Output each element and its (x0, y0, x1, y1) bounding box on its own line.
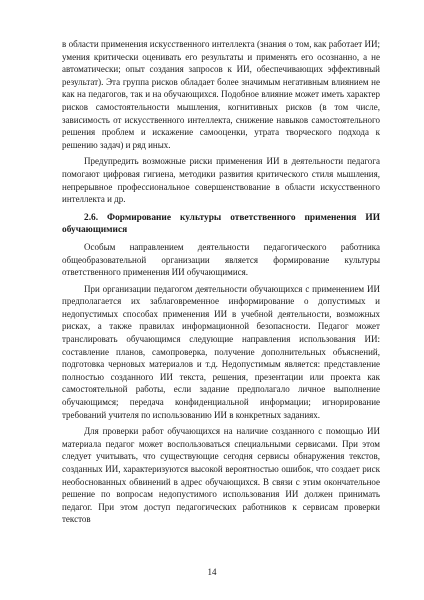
page-number: 14 (207, 567, 217, 577)
paragraph-continued: в области применения искусственного интеллекта (знания о том, как работает ИИ; умения критически оценивать его результаты и применять его осознанно, а не автоматически; опыт создания запросов к ИИ, обеспечивающих эффективный результат). Эта группа рисков обладает более значимым негативным влиянием не как на педагогов, так и на обучающихся. Подобное влияние может иметь характер рисков самостоятельности мышления, когнитивных рисков (в том числе, зависимость от искусственного интеллекта, снижение навыков самостоятельного решения проблем и искажение самооценки, утрата творческого подхода к решению задач) и ряд иных. (62, 39, 380, 150)
paragraph-risk-prevention: Предупредить возможные риски применения ИИ в деятельности педагога помогают цифровая гигиена, методики развития критического стиля мышления, непрерывное профессиональное совершенствование в области искусственного интеллекта и др. (62, 156, 380, 205)
paragraph-organization: При организации педагогом деятельности обучающихся с применением ИИ предполагается их заблаговременное информирование о допустимых и недопустимых способах применения ИИ в учебной деятельности, возможных рисках, а также правилах информационной безопасности. Педагог может транслировать обучающимся следующие направления использования ИИ: составление планов, самопроверка, получение дополнительных объяснений, подготовка черновых материалов и т.д. Недопустимым является: представление полностью созданного ИИ текста, решения, презентации или проекта как самостоятельной работы, если задание предполагало личное выполнение обучающимся; передача конфиденциальной информации; игнорирование требований учителя по использованию ИИ в конкретных заданиях. (62, 283, 380, 420)
paragraph-special-direction: Особым направлением деятельности педагогического работника общеобразовательной организации является формирование культуры ответственного применения ИИ обучающимися. (62, 241, 380, 278)
section-heading: 2.6. Формирование культуры ответственного применения ИИ обучающимися (62, 212, 380, 236)
paragraph-verification: Для проверки работ обучающихся на наличие созданного с помощью ИИ материала педагог может воспользоваться специальными сервисами. При этом следует учитывать, что существующие сегодня сервисы обнаружения текстов, созданных ИИ, характеризуются высокой вероятностью ошибок, что создает риск необоснованных обвинений в адрес обучающихся. В связи с этим окончательное решение по вопросам недопустимого использования ИИ должен принимать педагог. При этом доступ педагогических работников к сервисам проверки текстов (62, 426, 380, 525)
page-content (62, 38, 380, 526)
